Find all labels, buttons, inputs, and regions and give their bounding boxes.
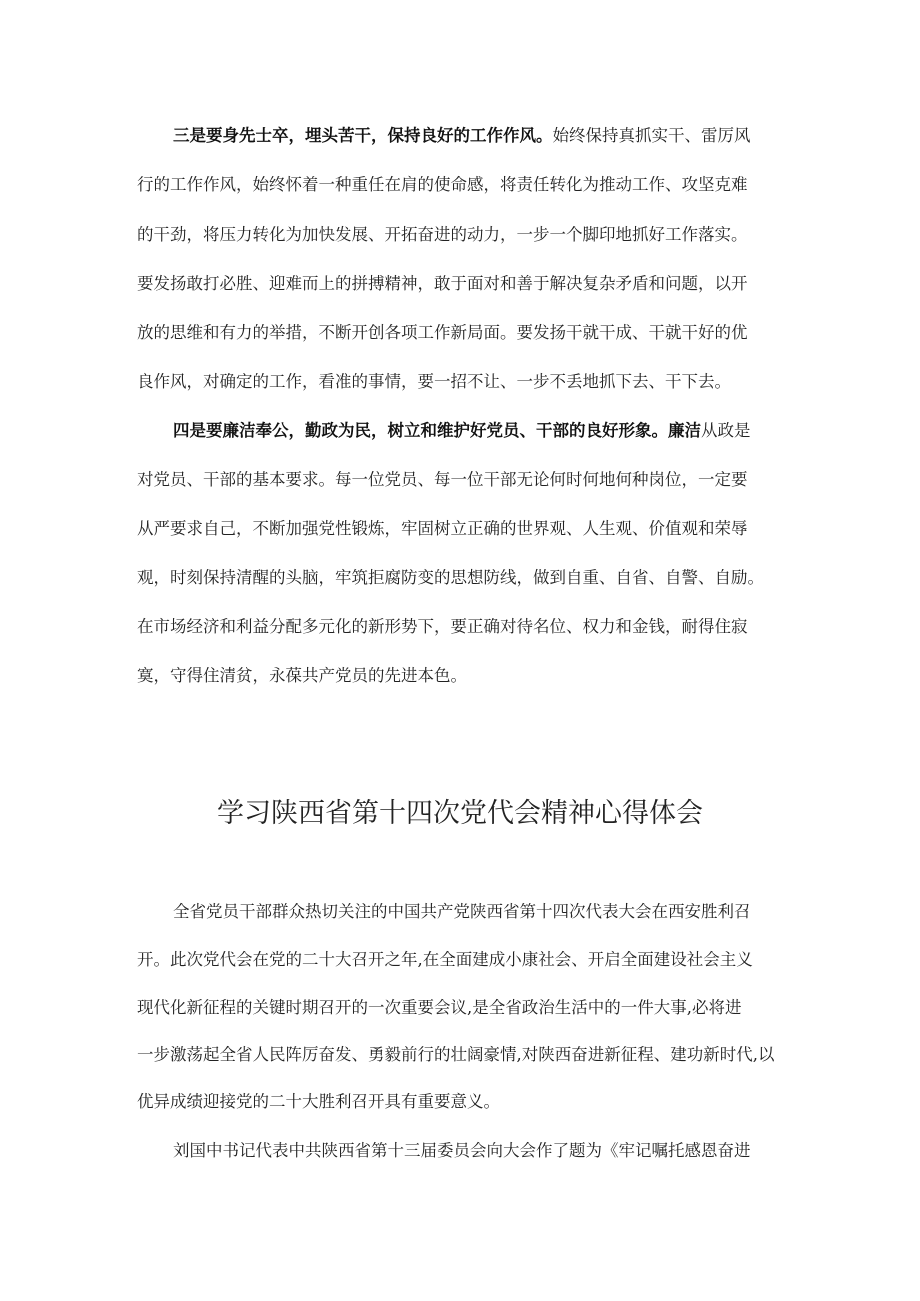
paragraph-line: 观，时刻保持清醒的头脑，牢筑拒腐防变的思想防线，做到自重、自省、自警、自励。 <box>137 568 764 587</box>
paragraph-line: 刘国中书记代表中共陕西省第十三届委员会向大会作了题为《牢记嘱托感恩奋进 <box>173 1141 751 1160</box>
paragraph-line: 一步激荡起全省人民阵厉奋发、勇毅前行的壮阔豪情,对陕西奋进新征程、建功新时代,以 <box>137 1045 775 1064</box>
paragraph-line: 从严要求自己，不断加强党性锻炼，牢固树立正确的世界观、人生观、价值观和荣辱 <box>137 519 748 538</box>
paragraph-line: 开。此次党代会在党的二十大召开之年,在全面建成小康社会、开启全面建设社会主义 <box>137 950 753 969</box>
paragraph-line: 要发扬敢打必胜、迎难而上的拼搏精神，敢于面对和善于解决复杂矛盾和问题，以开 <box>137 274 748 293</box>
paragraph-line: 寞，守得住清贫，永葆共产党员的先进本色。 <box>137 666 467 685</box>
paragraph-3-line-1 <box>173 126 751 146</box>
paragraph-line: 行的工作作风，始终怀着一种重任在肩的使命感，将责任转化为推动工作、攻坚克难 <box>137 175 748 194</box>
paragraph-line: 放的思维和有力的举措，不断开创各项工作新局面。要发扬干就干成、干就干好的优 <box>137 323 748 342</box>
paragraph-line: 在市场经济和利益分配多元化的新形势下，要正确对待名位、权力和金钱，耐得住寂 <box>137 617 748 636</box>
paragraph-text: 始终保持真抓实干、雷厉风 <box>552 126 751 145</box>
paragraph-3-heading: 三是要身先士卒，埋头苦干，保持良好的工作作风。 <box>173 126 553 145</box>
paragraph-line: 现代化新征程的关键时期召开的一次重要会议,是全省政治生活中的一件大事,必将进 <box>137 998 742 1017</box>
paragraph-4-heading: 四是要廉洁奉公，勤政为民，树立和维护好党员、干部的良好形象。廉洁 <box>173 421 701 440</box>
paragraph-line: 全省党员干部群众热切关注的中国共产党陕西省第十四次代表大会在西安胜利召 <box>173 902 751 921</box>
paragraph-line: 的干劲，将压力转化为加快发展、开拓奋进的动力，一步一个脚印地抓好工作落实。 <box>137 225 748 244</box>
paragraph-line: 良作风，对确定的工作，看准的事情，要一招不让、一步不丢地抓下去、干下去。 <box>137 372 731 391</box>
paragraph-line: 对党员、干部的基本要求。每一位党员、每一位干部无论何时何地何种岗位，一定要 <box>137 470 748 489</box>
document-title: 学习陕西省第十四次党代会精神心得体会 <box>217 798 703 829</box>
paragraph-text: 从政是 <box>701 421 751 440</box>
paragraph-4-line-1 <box>173 421 751 441</box>
paragraph-line: 优异成绩迎接党的二十大胜利召开具有重要意义。 <box>137 1092 500 1111</box>
